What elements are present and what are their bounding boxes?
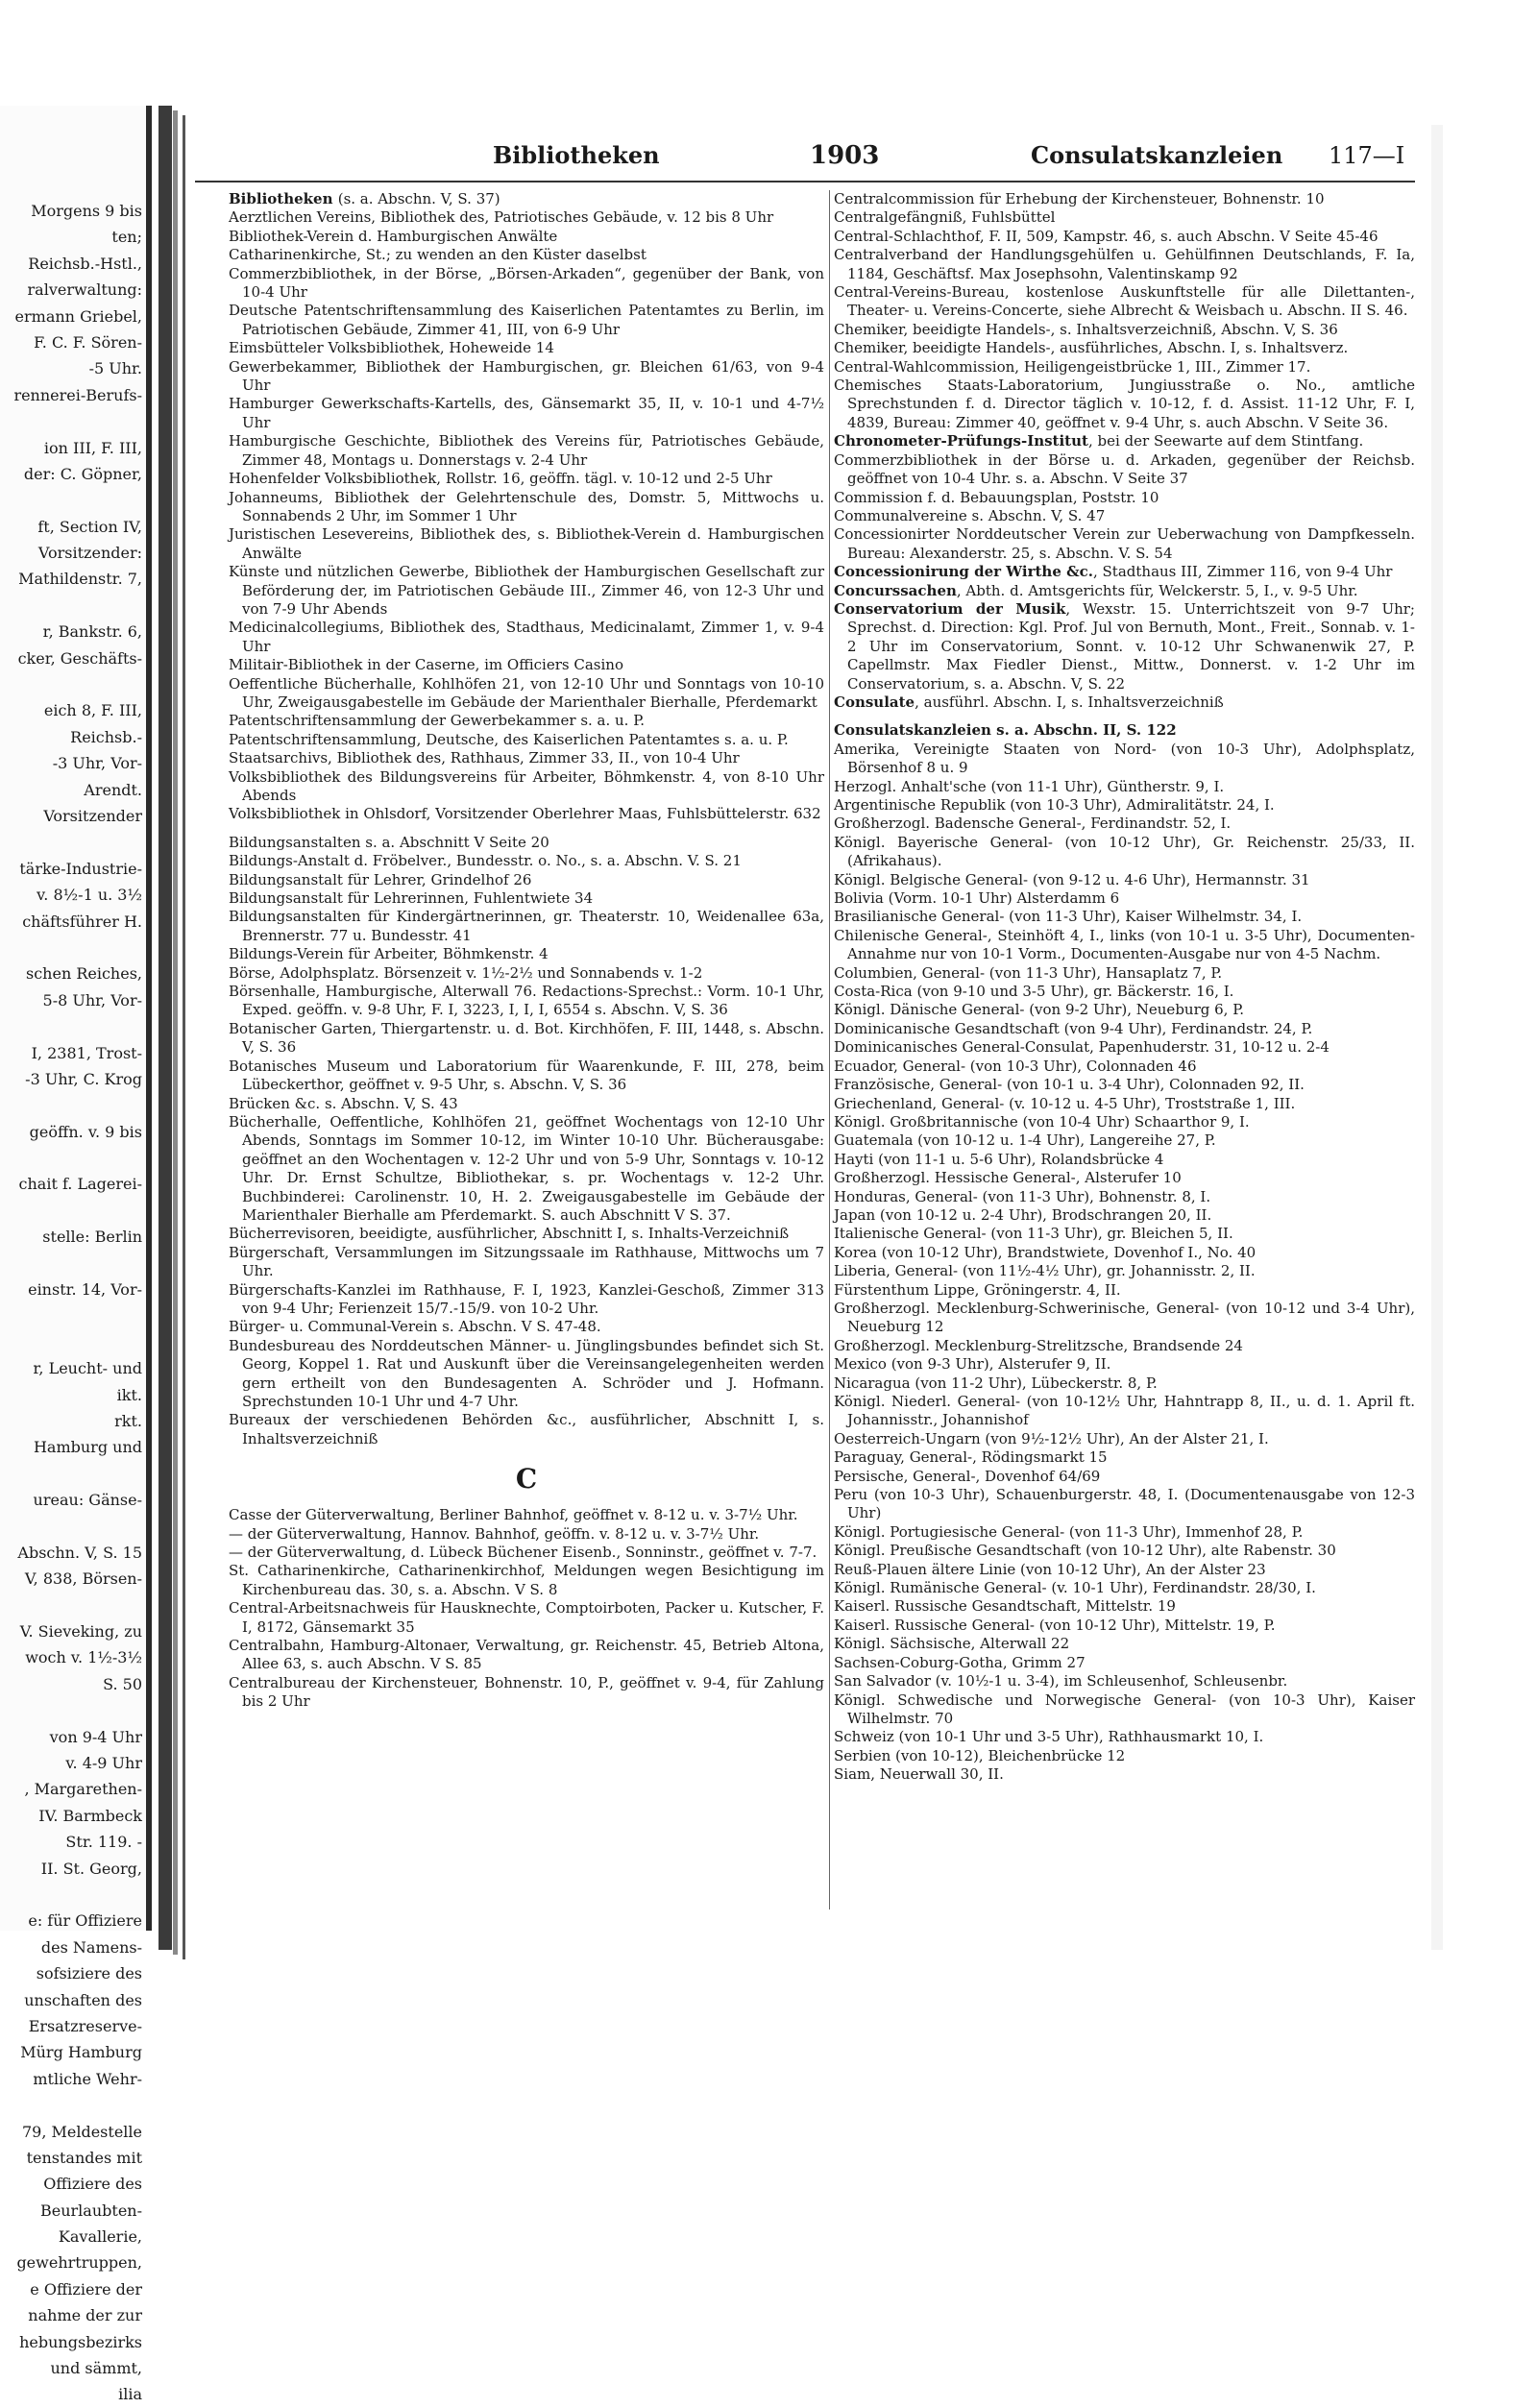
directory-entry: Consulate, ausführl. Abschn. I, s. Inhaltsverzeichniß xyxy=(834,693,1224,711)
consulate-entry: Siam, Neuerwall 30, II. xyxy=(834,1765,1004,1784)
scan-top-margin xyxy=(0,0,1537,91)
previous-page-line xyxy=(0,1882,146,1908)
previous-page-line: V, 838, Börsen- xyxy=(24,1569,142,1589)
consulate-entry: Columbien, General- (von 11-3 Uhr), Hansaplatz 7, P. xyxy=(834,963,1223,982)
consulate-entry: Großherzogl. Hessische General-, Alsterufer 10 xyxy=(834,1169,1182,1187)
consulate-entry: Serbien (von 10-12), Bleichenbrücke 12 xyxy=(834,1746,1126,1764)
directory-entry: Volksbibliothek des Bildungsvereins für Arbeiter, Böhmkenstr. 4, von 8-10 Uhr Abends xyxy=(229,767,824,804)
previous-page-line: der: C. Göpner, xyxy=(23,464,142,483)
previous-page-line xyxy=(0,829,146,855)
page-number: 117—I xyxy=(1329,142,1405,169)
previous-page-line xyxy=(0,1198,146,1224)
directory-entry: Militair-Bibliothek in der Caserne, im Officiers Casino xyxy=(229,656,623,674)
directory-entry: Botanisches Museum und Laboratorium für Waarenkunde, F. III, 278, beim Lübeckerthor, geöffnet v. 9-5 Uhr, s. Abschn. V, S. 36 xyxy=(229,1057,824,1094)
directory-entry: Chemiker, beeidigte Handels-, ausführliches, Abschn. I, s. Inhaltsverz. xyxy=(834,339,1349,357)
consulate-entry: Kaiserl. Russische General- (von 10-12 Uhr), Mittelstr. 19, P. xyxy=(834,1616,1276,1634)
directory-entry: Bildungsanstalten für Kindergärtnerinnen, gr. Theaterstr. 10, Weidenallee 63a, Brennerstr. 77 u. Bundesstr. 41 xyxy=(229,908,824,944)
directory-entry: Bundesbureau des Norddeutschen Männer- u. Jünglingsbundes befindet sich St. Georg, Koppel 1. Rat und Auskunft über die Vereinsangelegenheiten werden gern ertheilt von den Bundesagenten A. Schröder und J. Hofmann. Sprechstunden 10-1 Uhr und 4-7 Uhr. xyxy=(229,1336,824,1410)
consulate-entry: Hayti (von 11-1 u. 5-6 Uhr), Rolandsbrücke 4 xyxy=(834,1150,1164,1168)
directory-entry: Bildungsanstalten s. a. Abschnitt V Seite 20 xyxy=(229,833,549,851)
directory-entry: Central-Schlachthof, F. II, 509, Kampstr. 46, s. auch Abschn. V Seite 45-46 xyxy=(834,227,1378,245)
consulate-entry: Italienische General- (von 11-3 Uhr), gr. Bleichen 5, II. xyxy=(834,1225,1233,1243)
previous-page-lines xyxy=(0,198,146,2408)
consulate-entry: Reuß-Plauen ältere Linie (von 10-12 Uhr), An der Alster 23 xyxy=(834,1560,1266,1578)
directory-entry: Bildungs-Verein für Arbeiter, Böhmkenstr. 4 xyxy=(229,945,549,963)
previous-page-line xyxy=(0,1461,146,1487)
previous-page-line: Beurlaubten- xyxy=(40,2201,142,2220)
directory-entry: Gewerbekammer, Bibliothek der Hamburgischen, gr. Bleichen 61/63, von 9-4 Uhr xyxy=(229,357,824,395)
entry-lead-term: Consulate xyxy=(834,693,915,711)
previous-page-line: e Offiziere der xyxy=(30,2279,142,2299)
consulate-entry: Königl. Belgische General- (von 9-12 u. 4-6 Uhr), Hermannstr. 31 xyxy=(834,870,1310,888)
directory-entry: Deutsche Patentschriftensammlung des Kaiserlichen Patentamtes zu Berlin, im Patriotischen Gebäude, Zimmer 41, III, von 6-9 Uhr xyxy=(229,302,824,338)
previous-page-line xyxy=(0,1329,146,1355)
directory-entry: Commerzbibliothek, in der Börse, „Börsen-Arkaden“, gegenüber der Bank, von 10-4 Uhr xyxy=(229,264,824,302)
previous-page-line: ermann Griebel, xyxy=(14,306,142,326)
directory-entry: Commission f. d. Bebauungsplan, Poststr. 10 xyxy=(834,488,1159,506)
directory-entry: Bürgerschaft, Versammlungen im Sitzungssaale im Rathhause, Mittwochs um 7 Uhr. xyxy=(229,1243,824,1280)
consulate-entry: Königl. Dänische General- (von 9-2 Uhr), Neueburg 6, P. xyxy=(834,1001,1245,1019)
previous-page-line xyxy=(0,2092,146,2118)
previous-page-line: F. C. F. Sören- xyxy=(34,332,142,352)
previous-page-line: r, Bankstr. 6, xyxy=(42,622,142,642)
right-column xyxy=(834,190,1415,1948)
previous-page-line xyxy=(0,408,146,434)
previous-page-line: 79, Meldestelle xyxy=(21,2122,142,2141)
previous-page-line xyxy=(0,1251,146,1277)
previous-page-line: -3 Uhr, Vor- xyxy=(52,754,142,773)
consulate-entry: Brasilianische General- (von 11-3 Uhr), Kaiser Wilhelmstr. 34, I. xyxy=(834,908,1303,926)
previous-page-line: eich 8, F. III, xyxy=(43,701,142,720)
consulate-entry: Königl. Sächsische, Alterwall 22 xyxy=(834,1635,1070,1653)
consulate-entry: Königl. Preußische Gesandtschaft (von 10-12 Uhr), alte Rabenstr. 30 xyxy=(834,1542,1336,1560)
consulate-entry: Griechenland, General- (v. 10-12 u. 4-5 Uhr), Troststraße 1, III. xyxy=(834,1094,1296,1112)
consulate-entry: Königl. Großbritannische (von 10-4 Uhr) Schaarthor 9, I. xyxy=(834,1112,1250,1131)
previous-page-line: e: für Offiziere xyxy=(28,1911,142,1931)
consulate-entry: Dominicanisches General-Consulat, Papenhuderstr. 31, 10-12 u. 2-4 xyxy=(834,1038,1330,1057)
previous-page-line xyxy=(0,1013,146,1039)
directory-entry: Conservatorium der Musik, Wexstr. 15. Unterrichtszeit von 9-7 Uhr; Sprechst. d. Direction: Kgl. Prof. Jul von Bernuth, Mont., Freit., Sonnab. v. 1-2 Uhr im Conservatorium, Sonnt. v. 10-12 Uhr Schwanenwik 27, P. Capellmstr. Max Fiedler Dienst., Mittw., Donnerst. v. 1-2 Uhr im Conservatorium, s. a. Abschn. V, S. 22 xyxy=(834,599,1415,693)
consulate-entry: Dominicanische Gesandtschaft (von 9-4 Uhr), Ferdinandstr. 24, P. xyxy=(834,1019,1313,1037)
consulate-entry: Sachsen-Coburg-Gotha, Grimm 27 xyxy=(834,1653,1086,1671)
directory-entry: Künste und nützlichen Gewerbe, Bibliothek der Hamburgischen Gesellschaft zur Beförderung der, im Patriotischen Gebäude III., Zimmer 46, von 12-3 Uhr und von 7-9 Uhr Abends xyxy=(229,563,824,618)
previous-page-line: Morgens 9 bis xyxy=(31,202,142,220)
previous-page-line: rkt. xyxy=(114,1411,142,1430)
consulates-heading-text: Consulatskanzleien s. a. Abschn. II, S. 122 xyxy=(834,721,1177,740)
previous-page-line: einstr. 14, Vor- xyxy=(28,1280,142,1300)
consulate-entry: Königl. Niederl. General- (von 10-12½ Uhr, Hahntrapp 8, II., u. d. 1. April ft. Johannisstr., Johannishof xyxy=(834,1393,1415,1429)
consulate-entry: Königl. Schwedische und Norwegische General- (von 10-3 Uhr), Kaiser Wilhelmstr. 70 xyxy=(834,1690,1415,1727)
directory-entry: Centralbahn, Hamburg-Altonaer, Verwaltung, gr. Reichenstr. 45, Betrieb Altona, Allee 63, s. auch Abschn. V S. 85 xyxy=(229,1637,824,1673)
consulate-entry: Korea (von 10-12 Uhr), Brandstwiete, Dovenhof I., No. 40 xyxy=(834,1243,1256,1261)
previous-page-line xyxy=(0,1697,146,1723)
previous-page-line: V. Sieveking, zu xyxy=(19,1622,142,1642)
directory-entry: Bücherrevisoren, beeidigte, ausführlicher, Abschnitt I, s. Inhalts-Verzeichniß xyxy=(229,1225,790,1243)
consulate-entry: Königl. Bayerische General- (von 10-12 Uhr), Gr. Reichenstr. 25/33, II. (Afrikahaus). xyxy=(834,833,1415,870)
previous-page-line: IV. Barmbeck xyxy=(38,1806,142,1825)
previous-page-line: II. St. Georg, xyxy=(40,1859,142,1878)
consulate-entry: Argentinische Republik (von 10-3 Uhr), Admiralitätstr. 24, I. xyxy=(834,796,1275,814)
directory-entry: Central-Vereins-Bureau, kostenlose Auskunftstelle für alle Dilettanten-, Theater- u. Vereins-Concerte, siehe Albrecht & Weisbach u. Abschn. II S. 46. xyxy=(834,283,1415,320)
directory-entry: Staatsarchivs, Bibliothek des, Rathhaus, Zimmer 33, II., von 10-4 Uhr xyxy=(229,749,740,767)
section-letter: C xyxy=(515,1463,538,1496)
directory-entry: — der Güterverwaltung, Hannov. Bahnhof, geöffn. v. 8-12 u. v. 3-7½ Uhr. xyxy=(229,1524,760,1543)
directory-entry: Börse, Adolphsplatz. Börsenzeit v. 1½-2½ und Sonnabends v. 1-2 xyxy=(229,963,703,982)
directory-entry: Bildungsanstalt für Lehrer, Grindelhof 26 xyxy=(229,870,532,888)
previous-page-line: Mürg Hamburg xyxy=(20,2043,142,2062)
consulate-entry: Königl. Rumänische General- (v. 10-1 Uhr), Ferdinandstr. 28/30, I. xyxy=(834,1579,1316,1597)
directory-entry: Central-Wahlcommission, Heiligengeistbrücke 1, III., Zimmer 17. xyxy=(834,357,1311,376)
directory-entry: Commerzbibliothek in der Börse u. d. Arkaden, gegenüber der Reichsb. geöffnet von 10-4 Uhr. s. a. Abschn. V Seite 37 xyxy=(834,450,1415,488)
previous-page-line: Reichsb.-Hstl., xyxy=(28,254,142,273)
previous-page-line: ten; xyxy=(111,228,142,247)
directory-entry: Chemiker, beeidigte Handels-, s. Inhaltsverzeichniß, Abschn. V, S. 36 xyxy=(834,320,1338,338)
consulate-entry: San Salvador (v. 10½-1 u. 3-4), im Schleusenhof, Schleusenbr. xyxy=(834,1672,1288,1690)
previous-page-line xyxy=(0,1145,146,1171)
previous-page-line: , Margarethen- xyxy=(24,1780,142,1799)
directory-entry: Bildungs-Anstalt d. Fröbelver., Bundesstr. o. No., s. a. Abschn. V. S. 21 xyxy=(229,852,742,870)
entry-lead-term: Concessionirung der Wirthe &c. xyxy=(834,563,1093,581)
directory-entry: Catharinenkirche, St.; zu wenden an den Küster daselbst xyxy=(229,246,647,264)
consulate-entry: Paraguay, General-, Rödingsmarkt 15 xyxy=(834,1448,1108,1467)
consulate-entry: Oesterreich-Ungarn (von 9½-12½ Uhr), An der Alster 21, I. xyxy=(834,1429,1269,1447)
directory-entry: Aerztlichen Vereins, Bibliothek des, Patriotisches Gebäude, v. 12 bis 8 Uhr xyxy=(229,208,774,227)
previous-page-line xyxy=(0,593,146,619)
directory-entry: Juristischen Lesevereins, Bibliothek des, s. Bibliothek-Verein d. Hamburgischen Anwälte xyxy=(229,525,824,562)
previous-page-line: geöffn. v. 9 bis xyxy=(29,1122,142,1141)
consulate-entry: Chilenische General-, Steinhöft 4, I., links (von 10-1 u. 3-5 Uhr), Documenten-Annahme nur von 10-1 Vorm., Documenten-Ausgabe nur von 4-5 Nachm. xyxy=(834,926,1415,963)
previous-page-line: Kavallerie, xyxy=(58,2227,142,2247)
previous-page-line: r, Leucht- und xyxy=(33,1359,142,1378)
previous-page-line: Vorsitzender: xyxy=(37,544,142,563)
previous-page-line: -3 Uhr, C. Krog xyxy=(25,1069,142,1088)
directory-entry: — der Güterverwaltung, d. Lübeck Büchener Eisenb., Sonninstr., geöffnet v. 7-7. xyxy=(229,1544,817,1562)
directory-entry: Concessionirung der Wirthe &c., Stadthaus III, Zimmer 116, von 9-4 Uhr xyxy=(834,563,1393,581)
consulate-entry: Costa-Rica (von 9-10 und 3-5 Uhr), gr. Bäckerstr. 16, I. xyxy=(834,983,1234,1001)
directory-entry: Botanischer Garten, Thiergartenstr. u. d. Bot. Kirchhöfen, F. III, 1448, s. Abschn. V, S. 36 xyxy=(229,1019,824,1057)
previous-page-line: 5-8 Uhr, Vor- xyxy=(42,990,142,1009)
consulate-entry: Herzogl. Anhalt'sche (von 11-1 Uhr), Güntherstr. 9, I. xyxy=(834,777,1225,795)
previous-page-line: ion III, F. III, xyxy=(43,438,142,457)
consulate-entry: Bolivia (Vorm. 10-1 Uhr) Alsterdamm 6 xyxy=(834,889,1120,908)
directory-entry: Johanneums, Bibliothek der Gelehrtenschule des, Domstr. 5, Mittwochs u. Sonnabends 2 Uhr, im Sommer 1 Uhr xyxy=(229,488,824,524)
previous-page-line: ureau: Gänse- xyxy=(33,1491,142,1510)
directory-entry: Centralverband der Handlungsgehülfen u. Gehülfinnen Deutschlands, F. Ia, 1184, Geschäftsf. Max Josephsohn, Valentinskamp 92 xyxy=(834,246,1415,282)
previous-page-line: I, 2381, Trost- xyxy=(31,1043,142,1062)
previous-page-line: rennerei-Berufs- xyxy=(13,385,142,404)
previous-page-line xyxy=(0,1593,146,1618)
directory-entry: Bureaux der verschiedenen Behörden &c., ausführlicher, Abschnitt I, s. Inhaltsverzeichniß xyxy=(229,1411,824,1447)
consulate-entry: Liberia, General- (von 11½-4½ Uhr), gr. Johannisstr. 2, II. xyxy=(834,1262,1256,1280)
directory-entry: Concessionirter Norddeutscher Verein zur Ueberwachung von Dampfkesseln. Bureau: Alexanderstr. 25, s. Abschn. V. S. 54 xyxy=(834,525,1415,562)
consulate-entry: Persische, General-, Dovenhof 64/69 xyxy=(834,1467,1101,1485)
consulate-entry: Ecuador, General- (von 10-3 Uhr), Colonnaden 46 xyxy=(834,1057,1197,1075)
previous-page-line: -5 Uhr. xyxy=(88,359,142,378)
spacer xyxy=(229,824,824,834)
header-rule xyxy=(195,181,1415,182)
left-column-entries xyxy=(229,190,824,1448)
previous-page-line: stelle: Berlin xyxy=(42,1228,142,1247)
previous-page-line: mtliche Wehr- xyxy=(33,2069,142,2088)
previous-page-line: tärke-Industrie- xyxy=(19,859,142,878)
previous-page-line: Arendt. xyxy=(84,780,142,799)
directory-entry: Communalvereine s. Abschn. V, S. 47 xyxy=(834,506,1106,524)
directory-entry: Concurssachen, Abth. d. Amtsgerichts für, Welckerstr. 5, I., v. 9-5 Uhr. xyxy=(834,581,1358,599)
previous-page-line: Reichsb.- xyxy=(70,727,142,746)
directory-entry: Bürger- u. Communal-Verein s. Abschn. V S. 47-48. xyxy=(229,1318,601,1336)
previous-page-line: v. 4-9 Uhr xyxy=(65,1754,142,1773)
left-column-entries-c xyxy=(229,1506,824,1711)
previous-page-line: Mathildenstr. 7, xyxy=(18,570,142,589)
previous-page-line: nahme der zur xyxy=(28,2306,142,2325)
previous-page-line xyxy=(0,1092,146,1118)
entry-lead-term: Chronometer-Prüfungs-Institut xyxy=(834,432,1088,450)
previous-page-line: sofsiziere des xyxy=(36,1964,142,1983)
previous-page-line: gewehrtruppen, xyxy=(16,2253,142,2273)
previous-page-line xyxy=(0,1302,146,1328)
consulate-entry: Honduras, General- (von 11-3 Uhr), Bohnenstr. 8, I. xyxy=(834,1187,1211,1205)
header-left-title: Bibliotheken xyxy=(493,141,660,169)
header-right-title: Consulatskanzleien xyxy=(1031,141,1283,169)
previous-page-line xyxy=(0,935,146,961)
page-edge-shadow xyxy=(146,106,152,1931)
entry-lead-term: Concurssachen xyxy=(834,581,957,599)
previous-page-line: Offiziere des xyxy=(43,2175,142,2194)
directory-entry: Central-Arbeitsnachweis für Hausknechte, Comptoirboten, Packer u. Kutscher, F. I, 8172, Gänsemarkt 35 xyxy=(229,1599,824,1636)
directory-entry: Eimsbütteler Volksbibliothek, Hoheweide 14 xyxy=(229,339,554,357)
directory-entry: Bibliotheken (s. a. Abschn. V, S. 37) xyxy=(229,190,500,207)
previous-page-line: S. 50 xyxy=(103,1674,142,1693)
consulate-entry: Großherzogl. Mecklenburg-Schwerinische, General- (von 10-12 und 3-4 Uhr), Neueburg 12 xyxy=(834,1299,1415,1336)
previous-page-line xyxy=(0,671,146,697)
right-scan-margin xyxy=(1431,125,1443,1950)
previous-page-fragment xyxy=(0,106,152,2404)
consulate-entry: Königl. Portugiesische General- (von 11-3 Uhr), Immenhof 28, P. xyxy=(834,1522,1304,1541)
previous-page-line: chait f. Lagerei- xyxy=(18,1175,142,1194)
directory-entry: Centralcommission für Erhebung der Kirchensteuer, Bohnenstr. 10 xyxy=(834,190,1325,207)
previous-page-line xyxy=(0,1514,146,1540)
consulate-entry: Nicaragua (von 11-2 Uhr), Lübeckerstr. 8, P. xyxy=(834,1374,1158,1392)
spacer xyxy=(834,712,1415,721)
previous-page-line: ralverwaltung: xyxy=(27,280,142,300)
directory-entry: Casse der Güterverwaltung, Berliner Bahnhof, geöffnet v. 8-12 u. v. 3-7½ Uhr. xyxy=(229,1506,798,1524)
consulate-entry: Mexico (von 9-3 Uhr), Alsterufer 9, II. xyxy=(834,1355,1111,1374)
consulate-entry: Japan (von 10-12 u. 2-4 Uhr), Brodschrangen 20, II. xyxy=(834,1205,1212,1224)
running-header xyxy=(195,134,1415,177)
left-column xyxy=(229,190,824,1948)
book-gutter xyxy=(159,106,172,1950)
consulate-entry: Großherzogl. Badensche General-, Ferdinandstr. 52, I. xyxy=(834,815,1232,833)
consulate-entry: Guatemala (von 10-12 u. 1-4 Uhr), Langereihe 27, P. xyxy=(834,1131,1216,1150)
previous-page-line: Vorsitzender xyxy=(43,806,142,825)
directory-page xyxy=(183,115,1425,1959)
previous-page-line: Abschn. V, S. 15 xyxy=(17,1543,142,1562)
consulate-entry: Französische, General- (von 10-1 u. 3-4 Uhr), Colonnaden 92, II. xyxy=(834,1076,1305,1094)
previous-page-line: v. 8½-1 u. 3½ xyxy=(37,886,142,905)
directory-entry: Brücken &c. s. Abschn. V, S. 43 xyxy=(229,1094,458,1112)
consulate-entry: Fürstenthum Lippe, Gröningerstr. 4, II. xyxy=(834,1280,1121,1299)
directory-entry: St. Catharinenkirche, Catharinenkirchhof, Meldungen wegen Besichtigung im Kirchenbureau das. 30, s. a. Abschn. V S. 8 xyxy=(229,1562,824,1598)
previous-page-line: cker, Geschäfts- xyxy=(17,648,142,668)
previous-page-line: tenstandes mit xyxy=(26,2148,142,2167)
directory-entry: Chronometer-Prüfungs-Institut, bei der Seewarte auf dem Stintfang. xyxy=(834,432,1364,450)
consulate-list xyxy=(834,741,1415,1785)
right-column-entries xyxy=(834,190,1415,712)
consulate-entry: Peru (von 10-3 Uhr), Schauenburgerstr. 48, I. (Documentenausgabe von 12-3 Uhr) xyxy=(834,1486,1415,1522)
directory-entry: Bücherhalle, Oeffentliche, Kohlhöfen 21, geöffnet Wochentags von 12-10 Uhr Abends, Sonntags im Sommer 10-12, im Winter 10-10 Uhr. Bücherausgabe: geöffnet an den Wochentagen v. 12-2 Uhr und von 5-9 Uhr, Sonntags v. 10-12 Uhr. Dr. Ernst Schultze, Bibliothekar, s. pr. Wochentags v. 12-2 Uhr. Buchbinderei: Carolinenstr. 10, H. 2. Zweigausgabestelle im Gebäude der Marienthaler Bierhalle am Pferdemarkt. S. auch Abschnitt V S. 37. xyxy=(229,1112,824,1224)
consulate-entry: Großherzogl. Mecklenburg-Strelitzsche, Brandsende 24 xyxy=(834,1336,1243,1354)
consulates-heading xyxy=(834,721,1415,740)
previous-page-line: ilia xyxy=(118,2385,142,2404)
directory-entry: Börsenhalle, Hamburgische, Alterwall 76. Redactions-Sprechst.: Vorm. 10-1 Uhr, Exped. geöffn. v. 9-8 Uhr, F. I, 3223, I, I, I, 6554 s. Abschn. V, S. 36 xyxy=(229,983,824,1019)
directory-entry: Oeffentliche Bücherhalle, Kohlhöfen 21, von 12-10 Uhr und Sonntags von 10-10 Uhr, Zweigausgabestelle im Gebäude der Marienthaler Bierhalle, Pferdemarkt xyxy=(229,674,824,711)
directory-entry: Bibliothek-Verein d. Hamburgischen Anwälte xyxy=(229,227,558,245)
entry-lead-term: Conservatorium der Musik xyxy=(834,599,1066,618)
directory-entry: Patentschriftensammlung, Deutsche, des Kaiserlichen Patentamtes s. a. u. P. xyxy=(229,730,789,748)
directory-entry: Chemisches Staats-Laboratorium, Jungiusstraße o. No., amtliche Sprechstunden f. d. Director täglich v. 10-12, f. d. Assist. 11-12 Uhr, F. I, 4839, Bureau: Zimmer 40, geöffnet v. 9-4 Uhr, s. auch Abschn. V Seite 36. xyxy=(834,377,1415,431)
directory-entry: Patentschriftensammlung der Gewerbekammer s. a. u. P. xyxy=(229,712,646,730)
directory-entry: Centralbureau der Kirchensteuer, Bohnenstr. 10, P., geöffnet v. 9-4, für Zahlung bis 2 Uhr xyxy=(229,1673,824,1711)
previous-page-line: hebungsbezirks xyxy=(19,2332,142,2351)
previous-page-line: Hamburg und xyxy=(33,1438,142,1457)
previous-page-line: von 9-4 Uhr xyxy=(49,1727,142,1746)
previous-page-line: des Namens- xyxy=(40,1937,142,1957)
header-year: 1903 xyxy=(810,141,880,170)
previous-page-line: ft, Section IV, xyxy=(37,517,142,536)
entry-lead-term: Bibliotheken xyxy=(229,190,338,207)
previous-page-line: ikt. xyxy=(116,1385,142,1404)
consulate-entry: Amerika, Vereinigte Staaten von Nord- (von 10-3 Uhr), Adolphsplatz, Börsenhof 8 u. 9 xyxy=(834,740,1415,777)
previous-page-line: chäftsführer H. xyxy=(22,912,142,931)
directory-entry: Hamburgische Geschichte, Bibliothek des Vereins für, Patriotisches Gebäude, Zimmer 48, Montags u. Donnerstags v. 2-4 Uhr xyxy=(229,432,824,469)
consulate-entry: Schweiz (von 10-1 Uhr und 3-5 Uhr), Rathhausmarkt 10, I. xyxy=(834,1728,1264,1746)
previous-page-line xyxy=(0,487,146,513)
directory-entry: Centralgefängniß, Fuhlsbüttel xyxy=(834,208,1056,227)
previous-page-line: Ersatzreserve- xyxy=(28,2016,142,2035)
previous-page-line: unschaften des xyxy=(24,1990,142,2009)
book-gutter-shadow xyxy=(173,110,178,1955)
consulate-entry: Kaiserl. Russische Gesandtschaft, Mittelstr. 19 xyxy=(834,1597,1176,1616)
directory-entry: Medicinalcollegiums, Bibliothek des, Stadthaus, Medicinalamt, Zimmer 1, v. 9-4 Uhr xyxy=(229,619,824,655)
directory-entry: Hohenfelder Volksbibliothek, Rollstr. 16, geöffn. tägl. v. 10-12 und 2-5 Uhr xyxy=(229,470,772,488)
previous-page-line: schen Reiches, xyxy=(26,964,142,984)
previous-page-line: woch v. 1½-3½ xyxy=(25,1648,142,1667)
directory-entry: Bürgerschafts-Kanzlei im Rathhause, F. I, 1923, Kanzlei-Geschoß, Zimmer 313 von 9-4 Uhr; Ferienzeit 15/7.-15/9. von 10-2 Uhr. xyxy=(229,1280,824,1317)
previous-page-line: und sämmt, xyxy=(50,2359,142,2378)
directory-entry: Volksbibliothek in Ohlsdorf, Vorsitzender Oberlehrer Maas, Fuhlsbüttelerstr. 632 xyxy=(229,805,821,823)
column-divider xyxy=(829,190,830,1909)
directory-entry: Hamburger Gewerkschafts-Kartells, des, Gänsemarkt 35, II, v. 10-1 und 4-7½ Uhr xyxy=(229,395,824,431)
directory-entry: Bildungsanstalt für Lehrerinnen, Fuhlentwiete 34 xyxy=(229,889,594,908)
previous-page-line: Str. 119. - xyxy=(65,1833,142,1852)
